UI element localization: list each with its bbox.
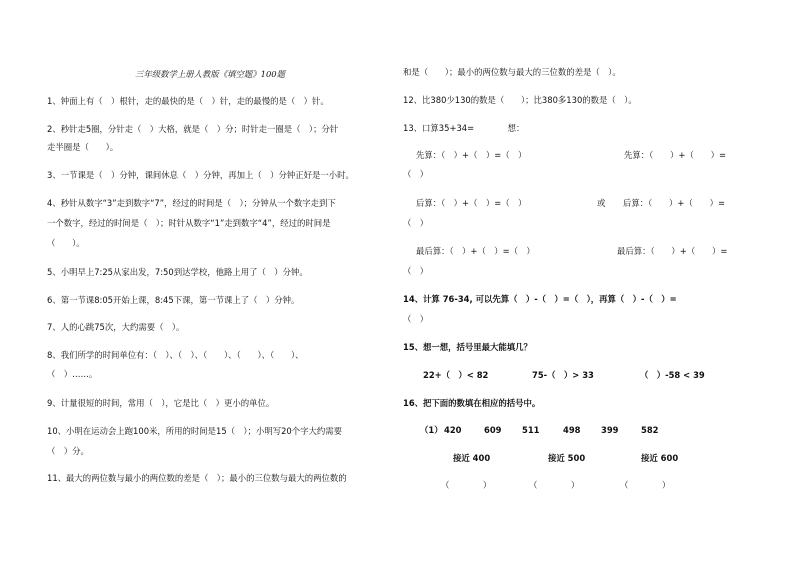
q13-answer-3: （ ） [403, 266, 429, 276]
q16-number: 399 [601, 425, 619, 435]
question-7: 7、人的心跳75次，大约需要（ ）。 [47, 322, 185, 332]
question-11-cont: 和是（ ）；最小的两位数与最大的三位数的差是（ ）。 [403, 67, 621, 77]
q16-category-500: 接近 500 [548, 453, 586, 463]
question-6: 6、第一节课8:05开始上课，8:45下课，第一节课上了（ ）分钟。 [47, 295, 300, 305]
question-12: 12、比380少130的数是（ ）；比380多130的数是（ ）。 [403, 95, 637, 105]
q16-answer-500: （ ） [529, 480, 580, 490]
q13-second-step-a: 后算：（ ）+（ ）=（ ） [416, 198, 527, 208]
q15-item-b: 75-（ ）> 33 [532, 370, 594, 380]
question-5: 5、小明早上7:25从家出发，7:50到达学校，他路上用了（ ）分钟。 [47, 267, 308, 277]
question-4-cont: 一个数字，经过的时间是（ ）；时针从数字“1”走到数字“4”，经过的时间是 [47, 218, 331, 228]
question-10: 10、小明在运动会上跑100米，所用的时间是15（ ）；小明写20个字大约需要 [47, 426, 343, 436]
question-8: 8、我们所学的时间单位有：（ ）、（ ）、（ ）、（ ）、（ ）、 [47, 350, 304, 360]
q14-answer: （ ） [403, 314, 429, 324]
question-8-cont: （ ）……。 [47, 369, 98, 379]
q13-answer-2: （ ） [403, 218, 429, 228]
question-4: 4、秒针从数字“3”走到数字“7”，经过的时间是（ ）；分钟从一个数字走到下 [47, 198, 336, 208]
q16-number: 582 [641, 425, 659, 435]
question-16: 16、把下面的数填在相应的括号中。 [403, 398, 541, 408]
q16-category-600: 接近 600 [641, 453, 679, 463]
question-4-cont2: （ ）。 [47, 238, 85, 248]
question-2: 2、秒针走5圈，分针走（ ）大格，就是（ ）分；时针走一圈是（ ）；分针 [47, 124, 339, 134]
q13-last-step-b: 最后算：（ ）+（ ）= [617, 246, 728, 256]
question-3: 3、一节课是（ ）分钟，课间休息（ ）分钟，再加上（ ）分钟正好是一小时。 [47, 170, 354, 180]
q15-item-a: 22+（ ）< 82 [423, 370, 489, 380]
q16-answer-400: （ ） [441, 480, 492, 490]
question-14: 14、计算 76-34, 可以先算（ ）-（ ）=（ ），再算（ ）-（ ）= [403, 294, 677, 304]
q15-item-c: （ ）-58 < 39 [640, 370, 705, 380]
question-15: 15、想一想，括号里最大能填几？ [403, 342, 532, 352]
q13-or-label: 或 [597, 198, 606, 208]
q13-first-step-b: 先算：（ ）+（ ）= [624, 150, 726, 160]
question-9: 9、计量很短的时间，常用（ ），它是比（ ）更小的单位。 [47, 398, 275, 408]
question-2-cont: 走半圈是（ ）。 [47, 142, 119, 152]
q16-number: 511 [522, 425, 540, 435]
q13-answer-1: （ ） [403, 169, 429, 179]
q16-part-label: （1） [420, 425, 443, 435]
q16-number: 420 [444, 425, 462, 435]
q16-answer-600: （ ） [620, 480, 671, 490]
q13-last-step-a: 最后算：（ ）+（ ）=（ ） [416, 246, 535, 256]
q13-second-step-b: 后算：（ ）+（ ）= [623, 198, 725, 208]
question-13: 13、口算35+34= 想： [403, 123, 525, 133]
q13-first-step-a: 先算：（ ）+（ ）=（ ） [416, 150, 527, 160]
q16-number: 498 [563, 425, 581, 435]
page-title: 三年级数学上册人教版《填空题》100题 [135, 69, 285, 79]
question-11: 11、最大的两位数与最小的两位数的差是（ ）；最小的三位数与最大的两位数的 [47, 473, 347, 483]
question-1: 1、钟面上有（ ）根针，走的最快的是（ ）针，走的最慢的是（ ）针。 [47, 96, 329, 106]
q16-number: 609 [484, 425, 502, 435]
q16-category-400: 接近 400 [453, 453, 491, 463]
question-10-cont: （ ）分。 [47, 446, 89, 456]
